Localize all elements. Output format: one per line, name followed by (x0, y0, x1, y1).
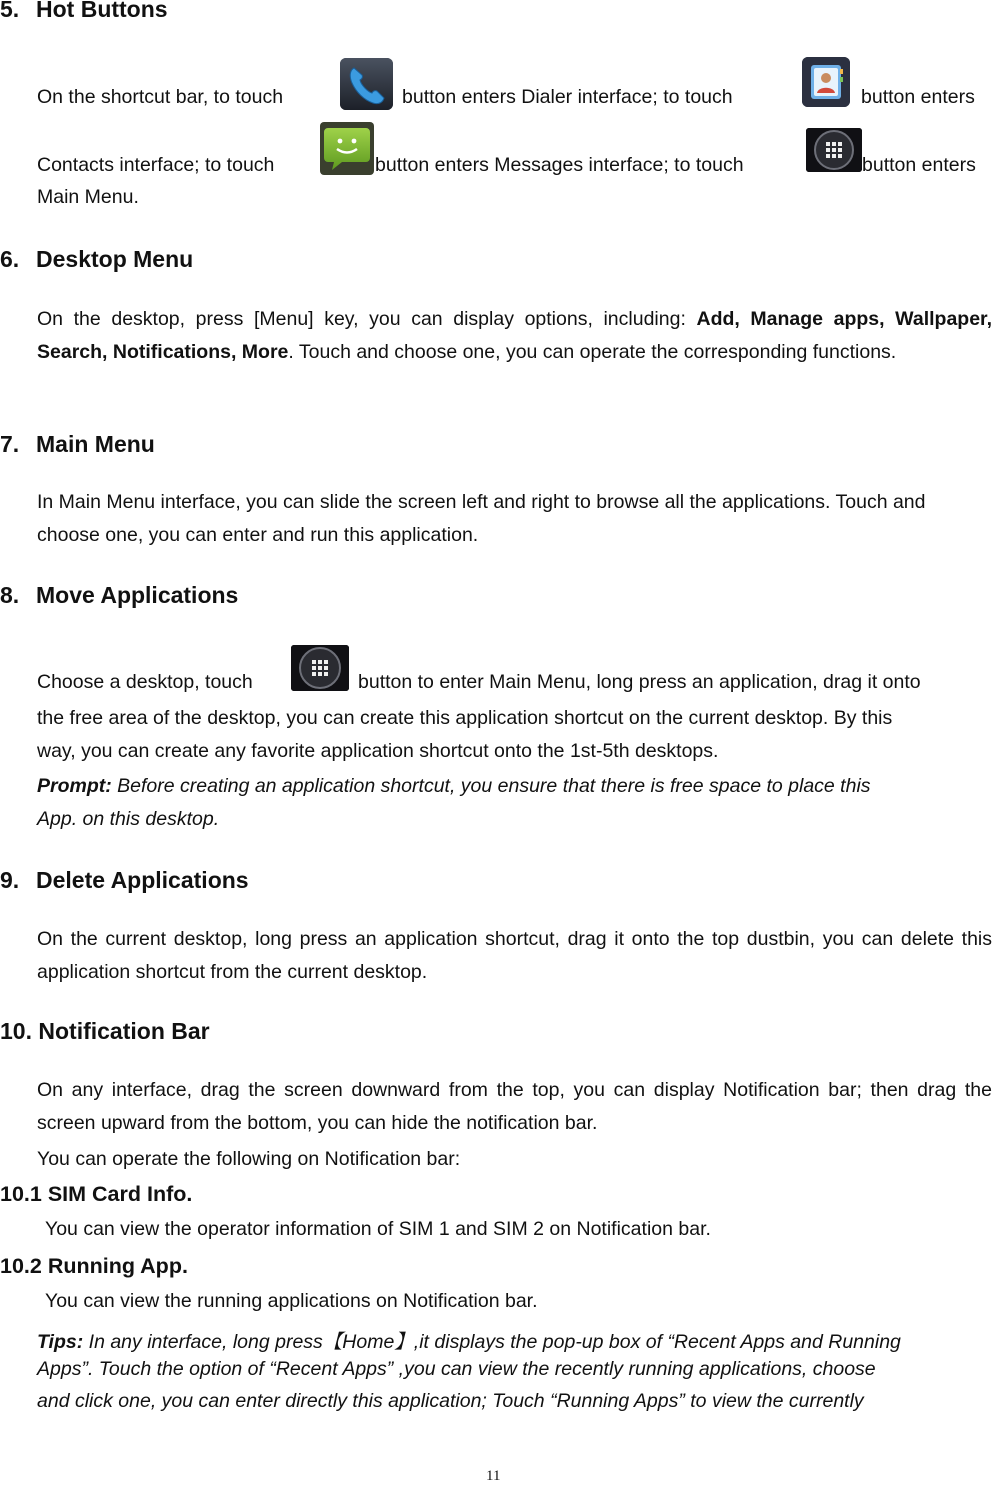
section-number: 9. (0, 867, 20, 893)
s10-paragraph: On any interface, drag the screen downward from the top, you can display Notification bar; then drag the screen upward from the bottom, you can hide the notification bar. (37, 1079, 992, 1134)
s5-line1-part1: On the shortcut bar, to touch (37, 86, 284, 108)
section-8-heading (0, 582, 238, 609)
s5-line1-part3: button enters (861, 86, 975, 108)
section-title: Delete Applications (36, 867, 249, 893)
tips-line2: Apps”. Touch the option of “Recent Apps” ,you can view the recently running applications, choose (37, 1358, 876, 1380)
tips-text: In any interface, long press【Home】,it displays the pop-up box of “Recent Apps and Running (83, 1331, 901, 1353)
s8-line2: the free area of the desktop, you can create this application shortcut on the current desktop. By this (37, 707, 893, 729)
s5-line1-part2: button enters Dialer interface; to touch (402, 86, 733, 108)
s10-paragraph-2: You can operate the following on Notification bar: (37, 1148, 461, 1170)
s6-text-2: . Touch and choose one, you can operate the corresponding functions. (288, 340, 897, 363)
s9-paragraph: On the current desktop, long press an application shortcut, drag it onto the top dustbin, you can delete this application shortcut from the current desktop. (37, 928, 992, 983)
s6-options-list: Add, Manage apps, Wallpaper, Search, Notifications, More (37, 308, 992, 363)
section-10-heading (0, 1018, 210, 1045)
subsection-10-1-title: 10.1 SIM Card Info. (0, 1182, 193, 1206)
subsection-10-1-text: You can view the operator information of SIM 1 and SIM 2 on Notification bar. (45, 1218, 711, 1240)
section-5-heading (0, 0, 168, 23)
section-title: Move Applications (36, 582, 239, 608)
s5-line3: Main Menu. (37, 186, 139, 208)
phone-icon (340, 58, 393, 110)
section-number: 5. (0, 0, 20, 22)
s8-line1-part1: Choose a desktop, touch (37, 671, 253, 693)
s6-text-1: On the desktop, press [Menu] key, you can display options, including: (37, 308, 697, 330)
section-number: 8. (0, 582, 20, 608)
main-menu-icon (291, 645, 349, 691)
page-number: 11 (486, 1468, 501, 1484)
section-title: Desktop Menu (36, 246, 194, 272)
s6-paragraph (37, 303, 992, 368)
s7-paragraph: In Main Menu interface, you can slide the screen left and right to browse all the applications. Touch and choose one, you can enter and run this application. (37, 491, 926, 546)
tips-line1 (37, 1326, 901, 1354)
s8-prompt-line2: App. on this desktop. (37, 808, 220, 830)
s5-line2-part3: button enters (862, 154, 976, 176)
subsection-10-2-text: You can view the running applications on Notification bar. (45, 1290, 538, 1312)
s5-line2-part2: button enters Messages interface; to touch (375, 154, 744, 176)
contacts-icon (802, 57, 850, 107)
prompt-label: Prompt: (37, 775, 112, 797)
messages-icon (320, 122, 374, 175)
section-9-heading (0, 867, 249, 894)
s8-prompt-line1 (37, 775, 871, 798)
s8-line3: way, you can create any favorite application shortcut onto the 1st-5th desktops. (37, 740, 719, 762)
tips-line3: and click one, you can enter directly this application; Touch “Running Apps” to view the currently (37, 1390, 864, 1412)
tips-label: Tips: (37, 1331, 84, 1353)
section-title: Main Menu (36, 431, 155, 457)
subsection-10-2-title: 10.2 Running App. (0, 1254, 188, 1278)
section-title: Hot Buttons (36, 0, 168, 22)
section-number: 10. (0, 1018, 32, 1044)
section-title: Notification Bar (38, 1018, 210, 1044)
s5-line2-part1: Contacts interface; to touch (37, 154, 275, 176)
prompt-text: Before creating an application shortcut, you ensure that there is free space to place this (111, 775, 871, 797)
section-number: 7. (0, 431, 20, 457)
section-6-heading (0, 246, 193, 273)
section-number: 6. (0, 246, 20, 272)
main-menu-icon (806, 128, 862, 172)
s8-line1-part2: button to enter Main Menu, long press an application, drag it onto (358, 671, 921, 693)
section-7-heading (0, 431, 155, 458)
